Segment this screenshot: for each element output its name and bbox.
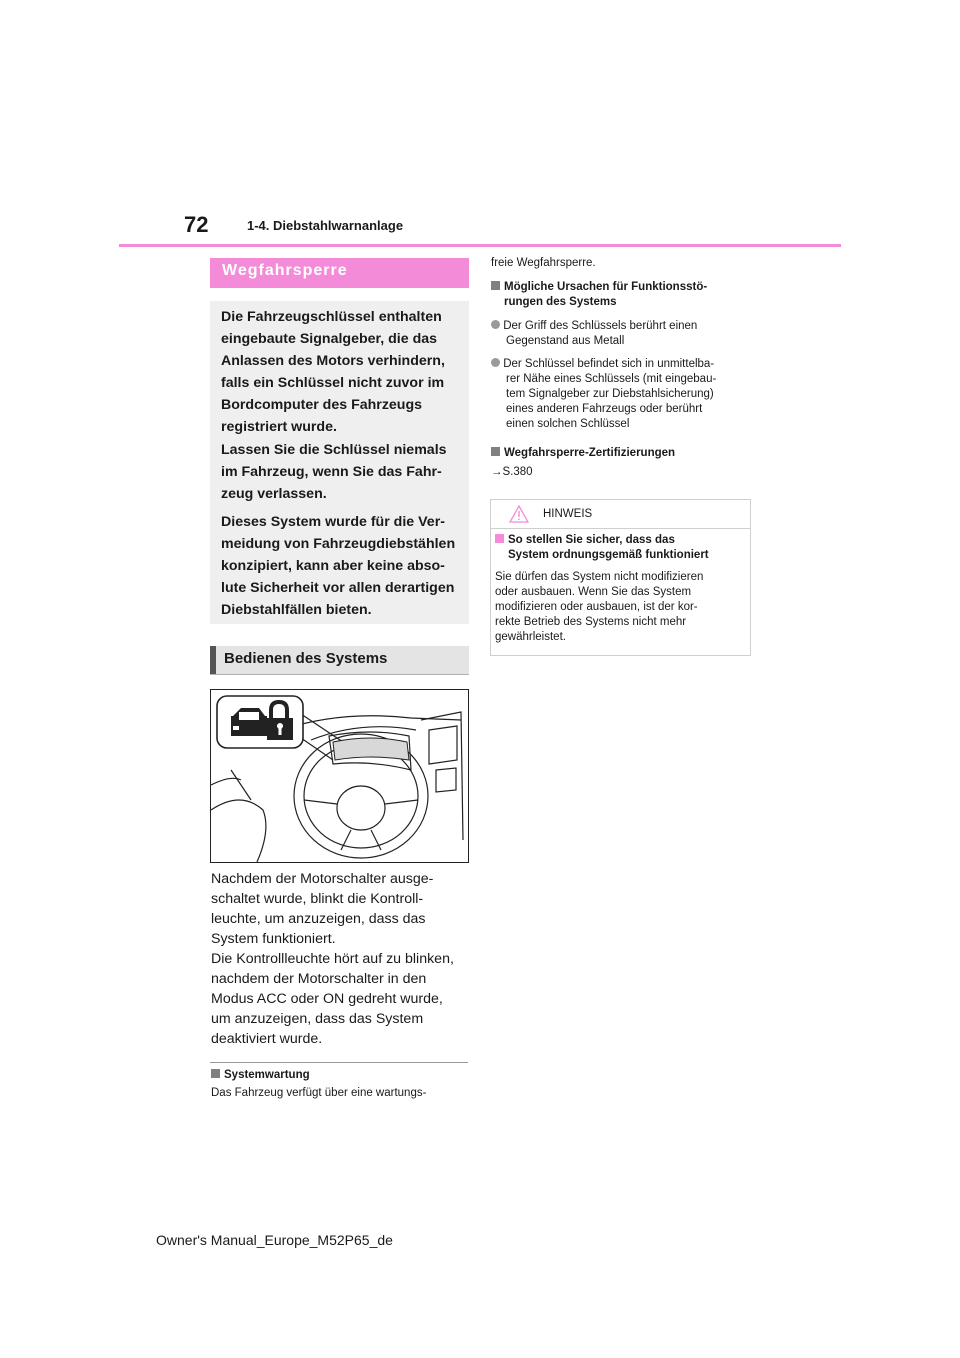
section-title: 1-4. Diebstahlwarnanlage [247, 218, 404, 233]
intro-line: Dieses System wurde für die Ver- [221, 514, 445, 530]
text-line: deaktiviert wurde. [211, 1031, 323, 1047]
intro-line: Lassen Sie die Schlüssel niemals [221, 442, 447, 458]
text-line: gewährleistet. [495, 631, 566, 643]
intro-line: falls ein Schlüssel nicht zuvor im [221, 375, 445, 391]
text-line: schaltet wurde, blinkt die Kontroll- [211, 891, 424, 907]
intro-paragraph-1 [221, 306, 465, 438]
operation-paragraph-1 [211, 869, 471, 949]
text-line: Modus ACC oder ON gedreht wurde, [211, 991, 443, 1007]
notice-label: HINWEIS [543, 508, 593, 520]
intro-line: konzipiert, kann aber keine abso- [221, 558, 445, 574]
intro-line: registriert wurde. [221, 419, 337, 435]
bedienen-title: Bedienen des Systems [224, 650, 388, 667]
bullet-item-2 [491, 357, 753, 432]
page-reference[interactable] [491, 465, 533, 480]
intro-line: meidung von Fahrzeugdiebstählen [221, 536, 456, 552]
text-line: nachdem der Motorschalter in den [211, 971, 427, 987]
notice-text [495, 570, 749, 645]
text-line: modifizieren oder ausbauen, ist der kor- [495, 601, 698, 613]
intro-line: Die Fahrzeugschlüssel enthalten [221, 309, 442, 325]
reference-label: S.380 [502, 466, 533, 478]
text-line: System funktioniert. [211, 931, 336, 947]
notice-heading [495, 533, 749, 563]
intro-line: Anlassen des Motors verhindern, [221, 353, 445, 369]
intro-line: zeug verlassen. [221, 486, 327, 502]
page-number: 72 [184, 212, 209, 237]
heading-line: rungen des Systems [504, 296, 617, 308]
bullet-line: einen solchen Schlüssel [506, 418, 630, 430]
header-rule [119, 244, 841, 247]
square-bullet-icon [491, 281, 500, 290]
bullet-line: rer Nähe eines Schlüssels (mit eingebau- [506, 373, 717, 385]
bullet-line: Der Schlüssel befindet sich in unmittelba- [503, 358, 715, 370]
continued-text: freie Wegfahrsperre. [491, 257, 596, 269]
intro-paragraph-3 [221, 511, 465, 621]
bullet-line: tem Signalgeber zur Diebstahlsicherung) [506, 388, 714, 400]
text-line: Die Kontrollleuchte hört auf zu blinken, [211, 951, 454, 967]
bullet-item-1 [491, 319, 753, 349]
dashboard-illustration [210, 689, 469, 863]
zert-title: Wegfahrsperre-Zertifizierungen [504, 447, 676, 459]
wartung-heading [211, 1068, 310, 1083]
bullet-line: eines anderen Fahrzeugs oder berührt [506, 403, 703, 415]
text-line: rekte Betrieb des Systems nicht mehr [495, 616, 687, 628]
heading-bar [210, 646, 216, 674]
footer-text: Owner's Manual_Europe_M52P65_de [156, 1232, 393, 1248]
text-line: leuchte, um anzuzeigen, dass das [211, 911, 426, 927]
intro-line: im Fahrzeug, wenn Sie das Fahr- [221, 464, 442, 480]
bullet-dot-icon [491, 320, 500, 329]
heading-line: System ordnungsgemäß funktioniert [508, 549, 709, 561]
arrow-right-icon: → [491, 466, 503, 478]
heading-line: So stellen Sie sicher, dass das [508, 534, 675, 546]
notice-divider [491, 528, 750, 529]
bullet-line: Gegenstand aus Metall [506, 335, 625, 347]
intro-line: lute Sicherheit vor allen derartigen [221, 580, 455, 596]
wegfahrsperre-heading [210, 258, 469, 288]
intro-line: eingebaute Signalgeber, die das [221, 331, 438, 347]
text-line: um anzuzeigen, dass das System [211, 1011, 424, 1027]
bedienen-heading [210, 646, 469, 675]
intro-line: Diebstahlfällen bieten. [221, 602, 372, 618]
text-line: Sie dürfen das System nicht modifizieren [495, 571, 704, 583]
wegfahrsperre-title: Wegfahrsperre [222, 262, 348, 279]
square-bullet-icon [211, 1069, 220, 1078]
wartung-title: Systemwartung [224, 1069, 310, 1081]
warning-triangle-icon [509, 505, 529, 523]
square-bullet-icon [491, 447, 500, 456]
square-bullet-icon [495, 534, 504, 543]
intro-box [210, 301, 469, 624]
wartung-text: Das Fahrzeug verfügt über eine wartungs- [211, 1087, 427, 1099]
heading-line: Mögliche Ursachen für Funktionsstö- [504, 281, 708, 293]
intro-line: Bordcomputer des Fahrzeugs [221, 397, 423, 413]
bullet-line: Der Griff des Schlüssels berührt einen [503, 320, 698, 332]
operation-paragraph-2 [211, 949, 471, 1049]
zertifizierung-heading [491, 446, 675, 461]
bullet-dot-icon [491, 358, 500, 367]
notice-box [490, 499, 751, 656]
ursachen-heading [491, 280, 753, 310]
text-line: oder ausbauen. Wenn Sie das System [495, 586, 692, 598]
text-line: Nachdem der Motorschalter ausge- [211, 871, 434, 887]
intro-paragraph-2 [221, 439, 465, 505]
section-divider [210, 1062, 468, 1063]
dashboard-drawing [211, 690, 468, 862]
